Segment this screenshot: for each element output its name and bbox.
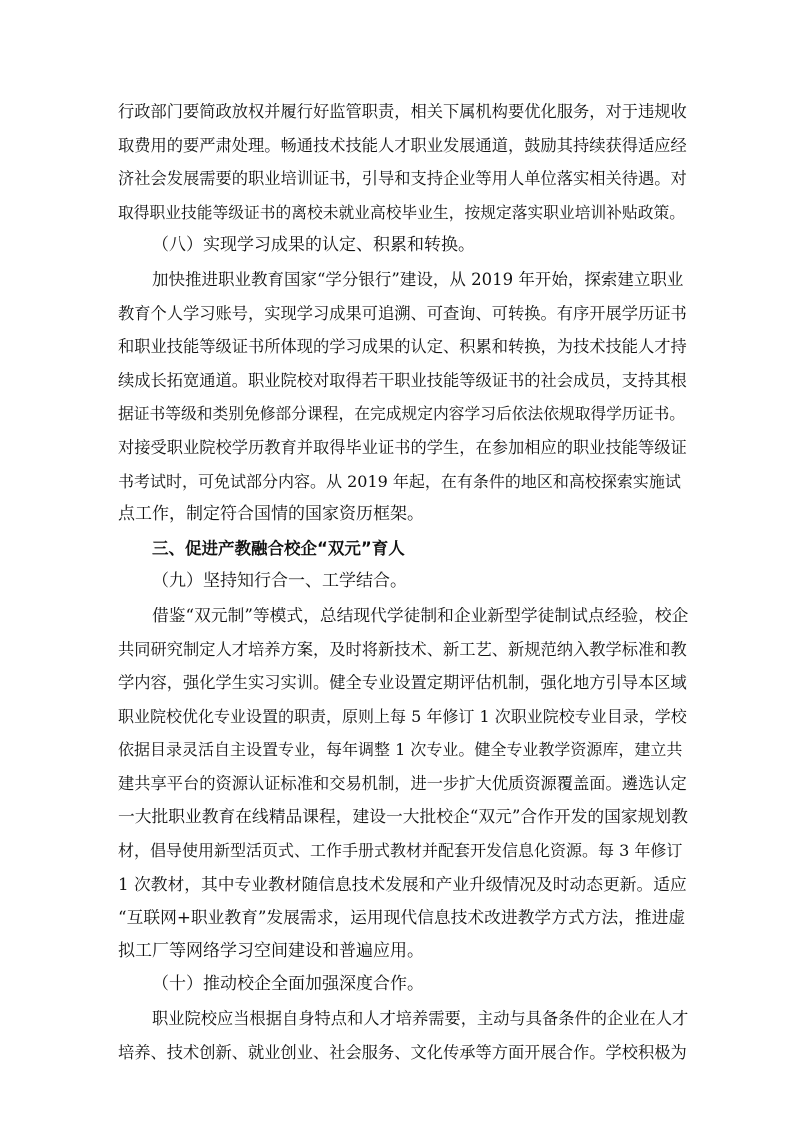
body-text-line: 拟工厂等网络学习空间建设和普遍应用。 — [118, 940, 424, 961]
body-text-line: 济社会发展需要的职业培训证书，引导和支持企业等用人单位落实相关待遇。对 — [118, 169, 687, 189]
body-text-line: 对接受职业院校学历教育并取得毕业证书的学生，在参加相应的职业技能等级证 — [118, 437, 687, 457]
body-text-line: 点工作，制定符合国情的国家资历框架。 — [118, 504, 424, 525]
body-text-line: 行政部门要简政放权并履行好监管职责，相关下属机构要优化服务，对于违规收 — [118, 102, 687, 121]
body-text-line: “互联网+职业教育”发展需求，运用现代信息技术改进教学方式方法，推进虚 — [118, 907, 686, 928]
section-heading: 三、促进产教融合校企“双元”育人 — [152, 538, 405, 558]
body-text-line: 职业院校优化专业设置的职责，原则上每 5 年修订 1 次职业院校专业目录，学校 — [118, 706, 687, 726]
body-text-line: 建共享平台的资源认证标准和交易机制，进一步扩大优质资源覆盖面。遴选认定 — [118, 773, 687, 793]
body-text-line: 材，倡导使用新型活页式、工作手册式教材并配套开发信息化资源。每 3 年修订 — [118, 841, 683, 861]
body-text-line: 依据目录灵活自主设置专业，每年调整 1 次专业。健全专业教学资源库，建立共 — [118, 740, 683, 760]
body-text-line: 共同研究制定人才培养方案，及时将新技术、新工艺、新规范纳入教学标准和教 — [118, 639, 687, 659]
subsection-heading: （八）实现学习成果的认定、积累和转换。 — [152, 235, 475, 256]
body-text-line: 加快推进职业教育国家“学分银行”建设，从 2019 年开始，探索建立职业 — [152, 269, 684, 289]
body-text-line: 学内容，强化学生实习实训。健全专业设置定期评估机制，强化地方引导本区域 — [118, 673, 687, 693]
body-text-line: 一大批职业教育在线精品课程，建设一大批校企“双元”合作开发的国家规划教 — [118, 806, 688, 827]
body-text-line: 职业院校应当根据自身特点和人才培养需要，主动与具备条件的企业在人才 — [152, 1009, 688, 1029]
body-text-line: 教育个人学习账号，实现学习成果可追溯、可查询、可转换。有序开展学历证书 — [118, 303, 687, 323]
body-text-line: 1 次教材，其中专业教材随信息技术发展和产业升级情况及时动态更新。适应 — [118, 873, 687, 894]
body-text-line: 取费用的要严肃处理。畅通技术技能人才职业发展通道，鼓励其持续获得适应经 — [118, 135, 687, 155]
document-body — [118, 95, 688, 1069]
body-text-line: 书考试时，可免试部分内容。从 2019 年起，在有条件的地区和高校探索实施试 — [118, 471, 681, 491]
body-text-line: 借鉴“双元制”等模式，总结现代学徒制和企业新型学徒制试点经验，校企 — [152, 604, 688, 625]
body-text-line: 和职业技能等级证书所体现的学习成果的认定、积累和转换，为技术技能人才持 — [118, 337, 687, 357]
body-text-line: 续成长拓宽通道。职业院校对取得若干职业技能等级证书的社会成员，支持其根 — [118, 370, 687, 390]
body-text-line: 据证书等级和类别免修部分课程，在完成规定内容学习后依法依规取得学历证书。 — [118, 404, 685, 424]
body-text-line: 培养、技术创新、就业创业、社会服务、文化传承等方面开展合作。学校积极为 — [118, 1042, 687, 1062]
subsection-heading: （十）推动校企全面加强深度合作。 — [152, 974, 424, 995]
subsection-heading: （九）坚持知行合一、工学结合。 — [152, 571, 407, 592]
body-text-line: 取得职业技能等级证书的离校未就业高校毕业生，按规定落实职业培训补贴政策。 — [118, 202, 685, 222]
